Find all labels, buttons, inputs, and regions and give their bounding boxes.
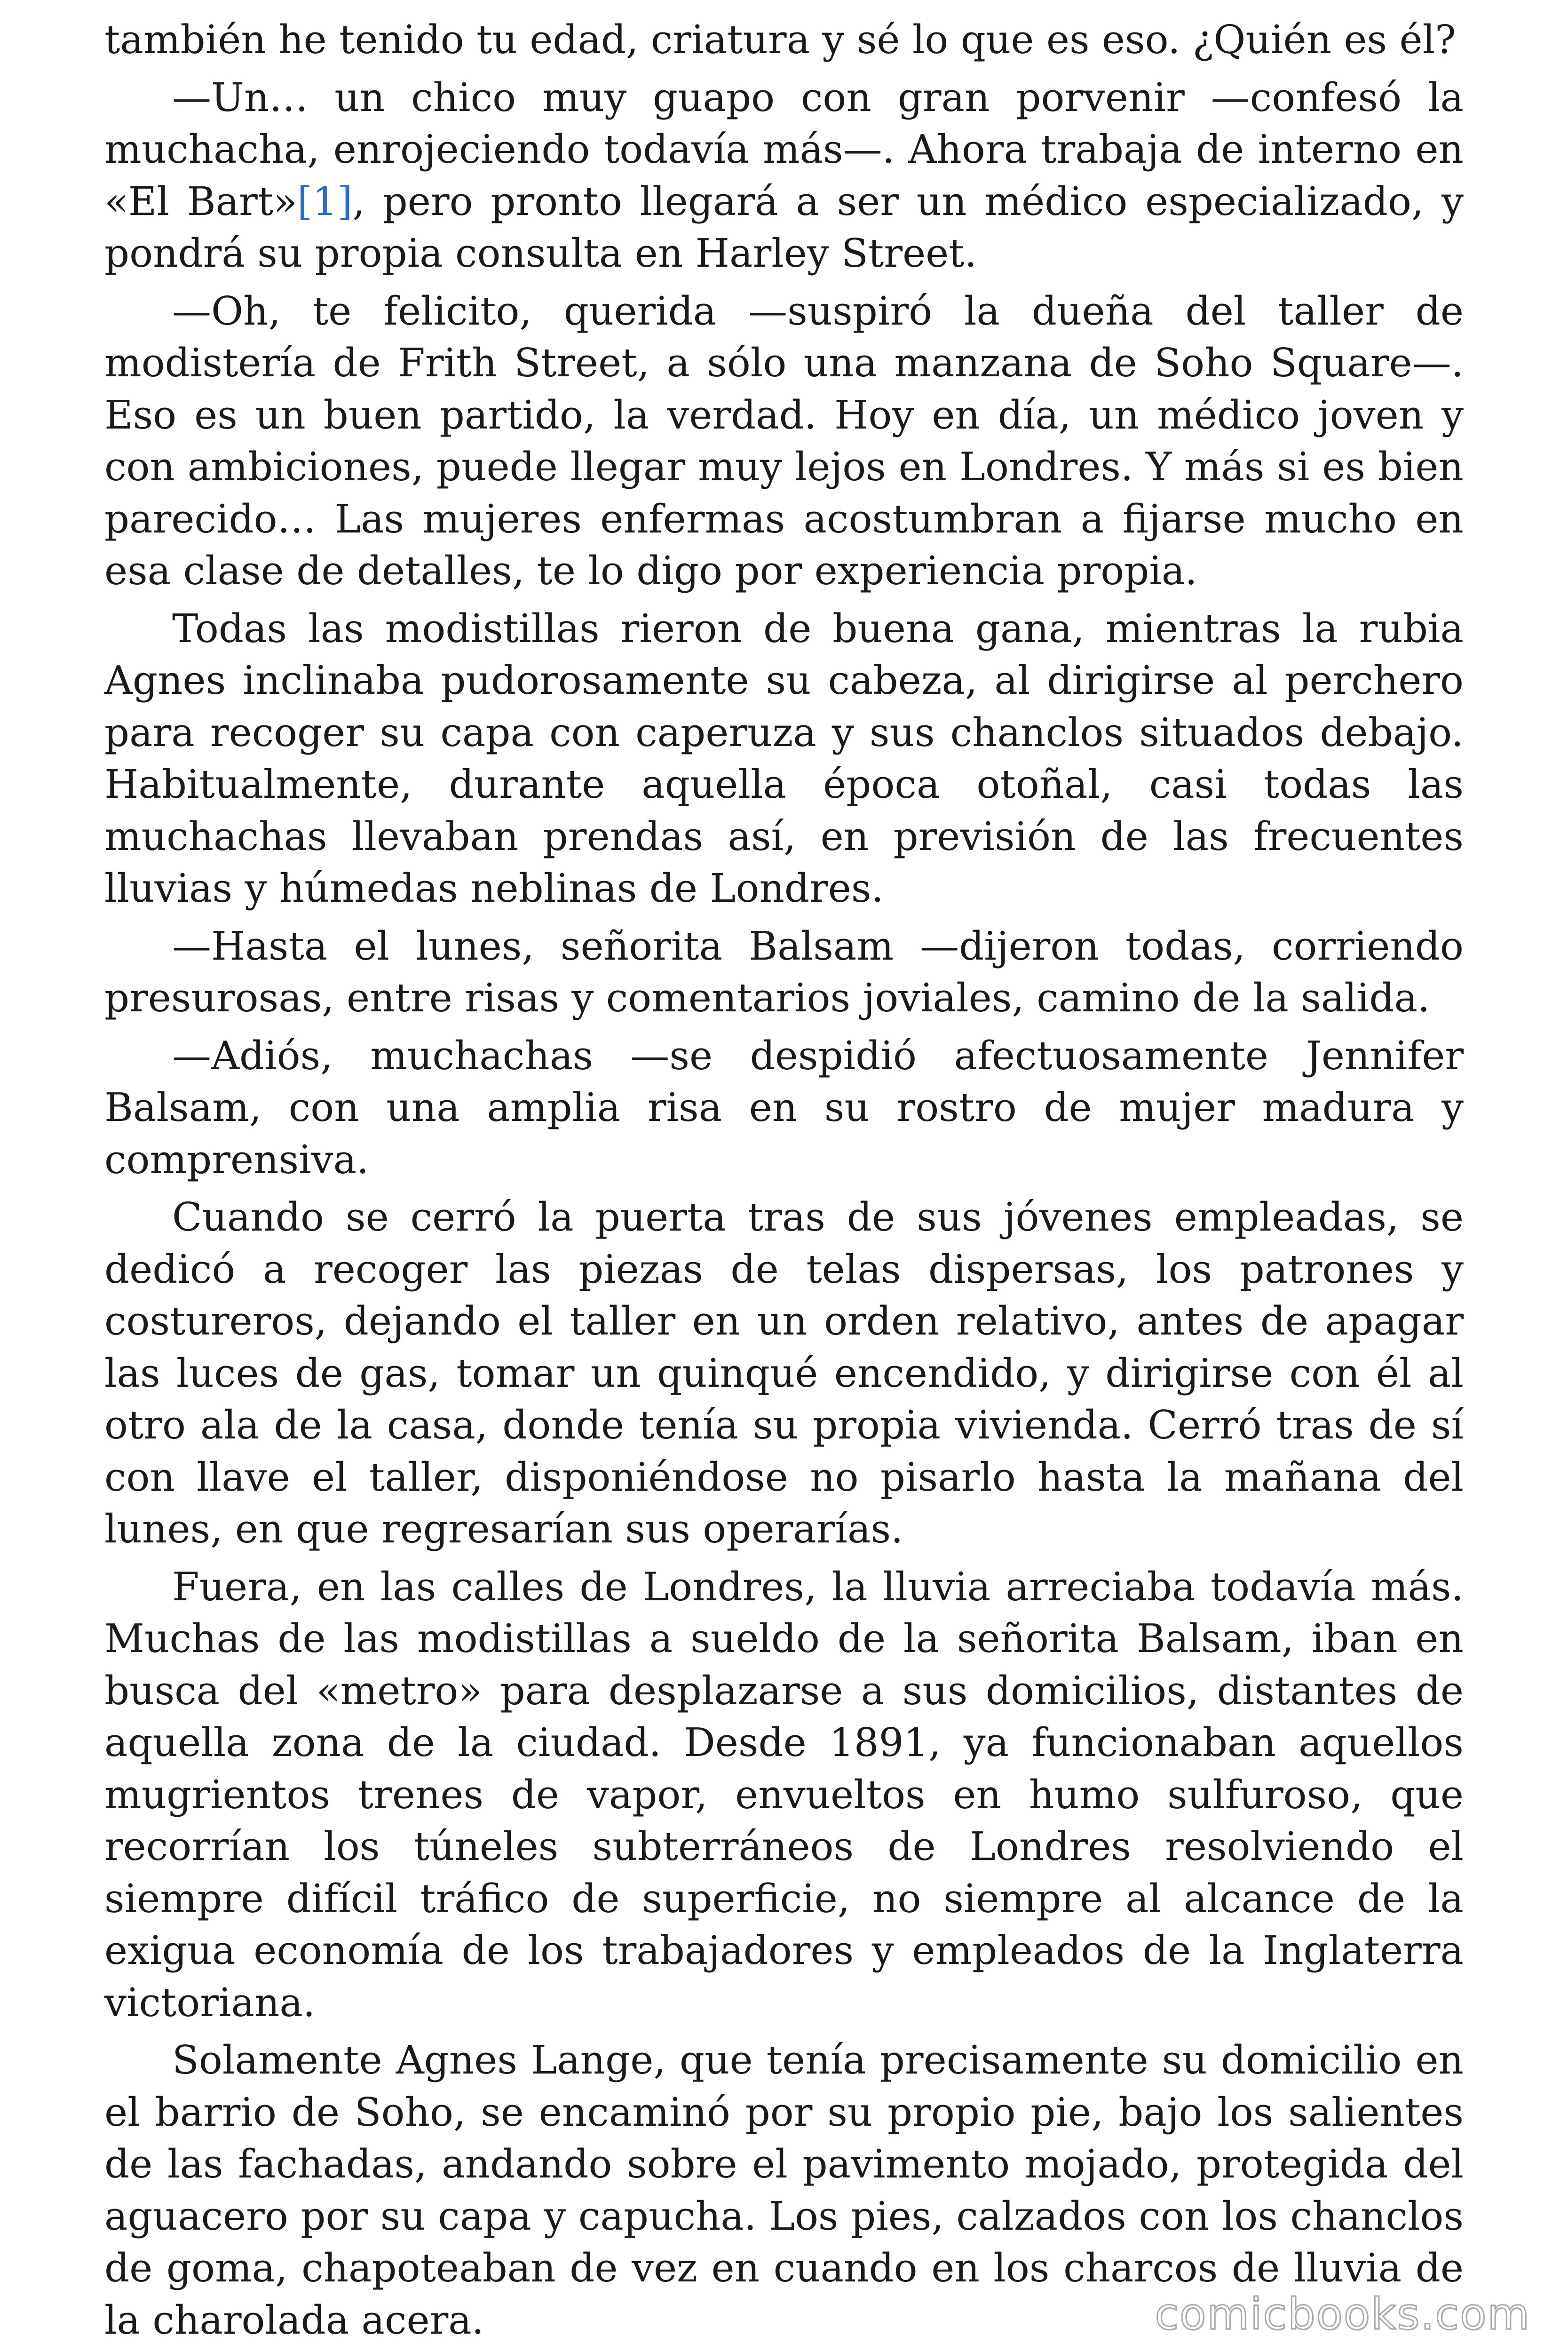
paragraph-5: —Hasta el lunes, señorita Balsam —dijeron todas, corriendo presurosas, entre risas y comentarios joviales, camino de la salida. xyxy=(104,923,1464,1021)
paragraph-2 xyxy=(104,72,1464,280)
paragraph-2-text-after-note: , pero pronto llegará a ser un médico especializado, y pondrá su propia consulta en Harley Street. xyxy=(104,178,1464,276)
paragraph-3: —Oh, te felicito, querida —suspiró la dueña del taller de modistería de Frith Street, a sólo una manzana de Soho Square—. Eso es un buen partido, la verdad. Hoy en día, un médico joven y con ambiciones, puede llegar muy lejos en Londres. Y más si es bien parecido… Las mujeres enfermas acostumbran a fijarse mucho en esa clase de detalles, te lo digo por experiencia propia. xyxy=(104,288,1464,594)
paragraph-8: Fuera, en las calles de Londres, la lluvia arreciaba todavía más. Muchas de las modistillas a sueldo de la señorita Balsam, iban en busca del «metro» para desplazarse a sus domicilios, distantes de aquella zona de la ciudad. Desde 1891, ya funcionaban aquellos mugrientos trenes de vapor, envueltos en humo sulfuroso, que recorrían los túneles subterráneos de Londres resolviendo el siempre difícil tráfico de superficie, no siempre al alcance de la exigua economía de los trabajadores y empleados de la Inglaterra victoriana. xyxy=(104,1564,1464,2026)
paragraph-2-text-before-note: —Un… un chico muy guapo con gran porvenir —confesó la muchacha, enrojeciendo todavía más—. Ahora trabaja de interno en «El Bart» xyxy=(104,74,1464,224)
paragraph-9: Solamente Agnes Lange, que tenía precisamente su domicilio en el barrio de Soho, se encaminó por su propio pie, bajo los salientes de las fachadas, andando sobre el pavimento mojado, protegida del aguacero por su capa y capucha. Los pies, calzados con los chanclos de goma, chapoteaban de vez en cuando en los charcos de lluvia de la charolada acera. xyxy=(104,2037,1464,2343)
book-page xyxy=(104,14,1464,2352)
watermark: comicbooks.com xyxy=(1155,2289,1530,2339)
paragraph-6: —Adiós, muchachas —se despidió afectuosamente Jennifer Balsam, con una amplia risa en su rostro de mujer madura y comprensiva. xyxy=(104,1033,1464,1183)
paragraph-1: también he tenido tu edad, criatura y sé lo que es eso. ¿Quién es él? xyxy=(104,17,1456,63)
footnote-link[interactable]: [1] xyxy=(297,178,353,224)
paragraph-7: Cuando se cerró la puerta tras de sus jóvenes empleadas, se dedicó a recoger las piezas de telas dispersas, los patrones y costureros, dejando el taller en un orden relativo, antes de apagar las luces de gas, tomar un quinqué encendido, y dirigirse con él al otro ala de la casa, donde tenía su propia vivienda. Cerró tras de sí con llave el taller, disponiéndose no pisarlo hasta la mañana del lunes, en que regresarían sus operarías. xyxy=(104,1194,1464,1552)
paragraph-4: Todas las modistillas rieron de buena gana, mientras la rubia Agnes inclinaba pudorosamente su cabeza, al dirigirse al perchero para recoger su capa con caperuza y sus chanclos situados debajo. Habitualmente, durante aquella época otoñal, casi todas las muchachas llevaban prendas así, en previsión de las frecuentes lluvias y húmedas neblinas de Londres. xyxy=(104,605,1464,911)
